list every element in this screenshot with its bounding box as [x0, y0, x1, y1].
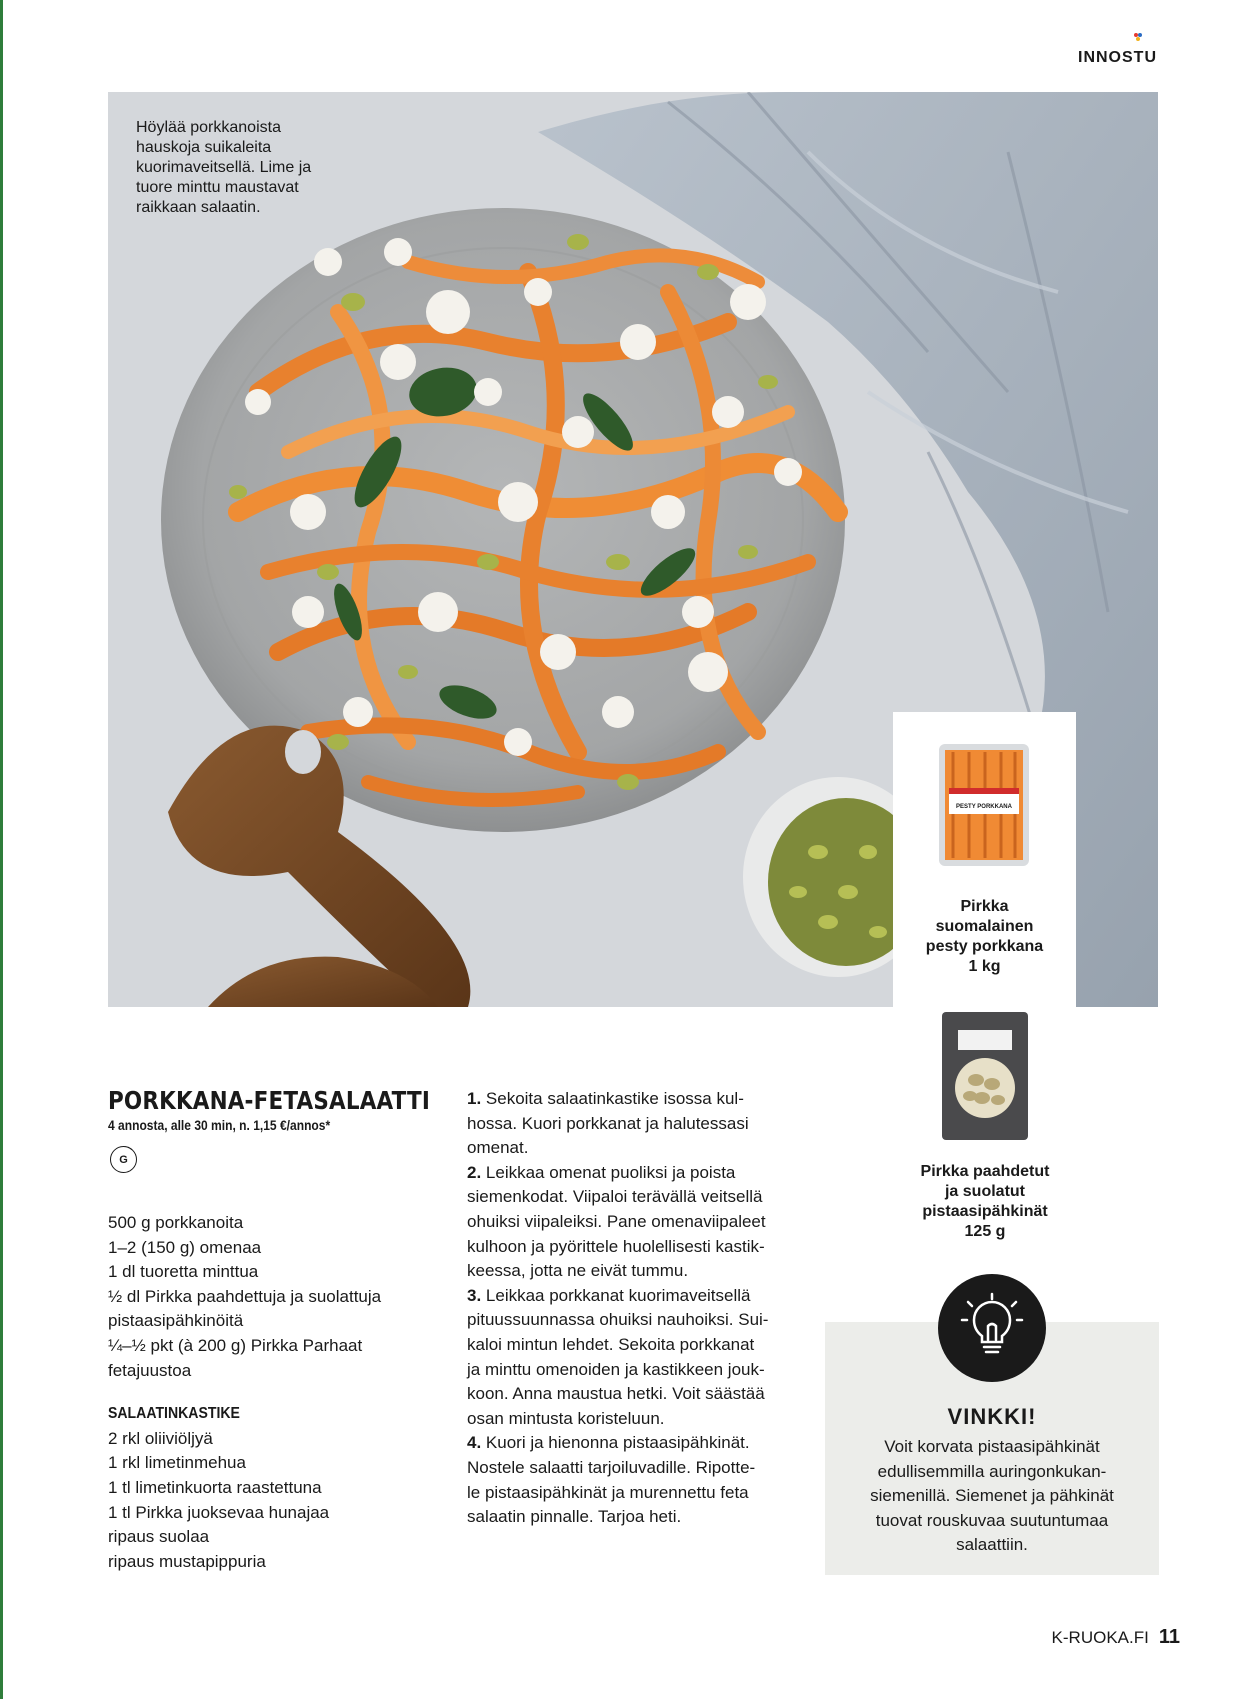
- step-line: kaloi mintun lehdet. Sekoita porkkanat: [467, 1334, 755, 1354]
- step-number: 4.: [467, 1433, 482, 1453]
- label-line: ja suolatut: [944, 1183, 1025, 1200]
- ingredient-item: 500 g porkkanoita: [108, 1213, 244, 1232]
- ingredient-item: ¼–½ pkt (à 200 g) Pirkka Parhaat: [108, 1335, 363, 1355]
- lightbulb-icon: [938, 1274, 1046, 1382]
- tip-text: [845, 1435, 1139, 1558]
- tip-title: VINKKI!: [947, 1404, 1037, 1429]
- step-line: siemenkodat. Viipaloi terävällä veitsellä: [467, 1187, 763, 1207]
- product-carrot-label: [893, 897, 1076, 977]
- step-line: Nostele salaatti tarjoiluvadille. Ripotte-: [467, 1457, 756, 1477]
- ingredient-item: pistaasipähkinöitä: [108, 1311, 244, 1331]
- step-line: omenat.: [467, 1138, 529, 1158]
- ingredient-item: 1 dl tuoretta minttua: [108, 1262, 259, 1282]
- step-line: ohuiksi viipaleiksi. Pane omenaviipaleet: [467, 1211, 766, 1231]
- product-carrot: [893, 712, 1076, 1007]
- footer-site: K-RUOKA.FI: [1051, 1628, 1149, 1647]
- tip-line: edullisemmilla auringonkukan-: [877, 1461, 1107, 1481]
- dressing-item: ripaus mustapippuria: [108, 1551, 266, 1571]
- pistachio-package-icon: [940, 1010, 1030, 1142]
- dressing-item: ripaus suolaa: [108, 1527, 210, 1547]
- photo-caption: [136, 118, 376, 218]
- ingredient-item: fetajuustoa: [108, 1360, 192, 1380]
- carrot-package-icon: [935, 740, 1033, 870]
- pack-label: PESTY PORKKANA: [956, 804, 1012, 810]
- gluten-free-badge: G: [110, 1146, 137, 1173]
- recipe-meta: 4 annosta, alle 30 min, n. 1,15 €/annos*: [108, 1117, 331, 1133]
- step-line: pituussuunnassa ohuiksi nauhoiksi. Sui-: [467, 1310, 769, 1330]
- dressing-item: 1 tl Pirkka juoksevaa hunajaa: [108, 1502, 330, 1522]
- step-line: hossa. Kuori porkkanat ja halutessasi: [467, 1113, 749, 1133]
- caption-line: tuore minttu maustavat: [136, 179, 299, 196]
- dressing-item: 2 rkl oliiviöljyä: [108, 1428, 213, 1448]
- step-4: [467, 1431, 797, 1529]
- step-2: [467, 1161, 797, 1284]
- tip-line: tuovat rouskuvaa suutuntumaa: [875, 1510, 1109, 1530]
- step-line: Leikkaa porkkanat kuorimaveitsellä: [481, 1285, 751, 1305]
- label-line: Pirkka: [960, 898, 1009, 915]
- caption-line: Höylää porkkanoista: [136, 119, 281, 136]
- dressing-item: 1 rkl limetinmehua: [108, 1453, 246, 1473]
- tip-line: salaattiin.: [956, 1535, 1028, 1555]
- label-line: pesty porkkana: [925, 938, 1044, 955]
- step-3: [467, 1284, 797, 1432]
- step-line: Sekoita salaatinkastike isossa kul-: [481, 1089, 744, 1108]
- page-number: 11: [1158, 1626, 1180, 1648]
- recipe-steps: [467, 1087, 797, 1530]
- step-line: Kuori ja hienonna pistaasipähkinät.: [481, 1433, 750, 1453]
- label-line: 1 kg: [968, 958, 1001, 975]
- page-edge-stripe: [0, 0, 3, 1699]
- caption-line: raikkaan salaatin.: [136, 199, 261, 216]
- step-line: ja minttu omenoiden ja kastikkeen jouk-: [467, 1359, 765, 1379]
- label-line: pistaasipähkinät: [922, 1203, 1048, 1220]
- ingredient-item: 1–2 (150 g) omenaa: [108, 1237, 262, 1257]
- step-line: salaatin pinnalle. Tarjoa heti.: [467, 1507, 682, 1527]
- caption-line: kuorimaveitsellä. Lime ja: [136, 159, 312, 176]
- step-line: Leikkaa omenat puoliksi ja poista: [481, 1162, 736, 1182]
- label-line: 125 g: [964, 1223, 1006, 1240]
- label-line: Pirkka paahdetut: [920, 1163, 1050, 1180]
- ingredient-item: ½ dl Pirkka paahdettuja ja suolattuja: [108, 1286, 382, 1306]
- caption-line: hauskoja suikaleita: [136, 139, 272, 156]
- tip-line: siemenillä. Siemenet ja pähkinät: [870, 1486, 1114, 1506]
- product-pistachios-label: [880, 1162, 1090, 1242]
- product-pistachios: [880, 1010, 1090, 1242]
- step-number: 2.: [467, 1162, 482, 1182]
- recipe-title: PORKKANA-FETASALAATTI: [108, 1086, 430, 1115]
- section-label: INNOSTU: [1078, 49, 1157, 66]
- step-line: koon. Anna maustua hetki. Voit säästää: [467, 1384, 765, 1404]
- step-line: kulhoon ja pyörittele huolellisesti kastik-: [467, 1236, 765, 1256]
- brand-dots-icon: [1134, 33, 1143, 41]
- ingredient-list: [108, 1211, 448, 1574]
- label-line: suomalainen: [935, 918, 1034, 935]
- step-number: 3.: [467, 1285, 482, 1305]
- step-number: 1.: [467, 1089, 482, 1108]
- tip-line: Voit korvata pistaasipähkinät: [884, 1437, 1100, 1456]
- step-line: le pistaasipähkinät ja murennettu feta: [467, 1482, 749, 1502]
- dressing-item: 1 tl limetinkuorta raastettuna: [108, 1477, 322, 1497]
- step-1: [467, 1087, 797, 1161]
- step-line: osan mintusta koristeluun.: [467, 1408, 665, 1428]
- step-line: keessa, jotta ne eivät tummu.: [467, 1261, 689, 1281]
- page-footer: [1052, 1626, 1180, 1649]
- dressing-heading: SALAATINKASTIKE: [108, 1405, 240, 1423]
